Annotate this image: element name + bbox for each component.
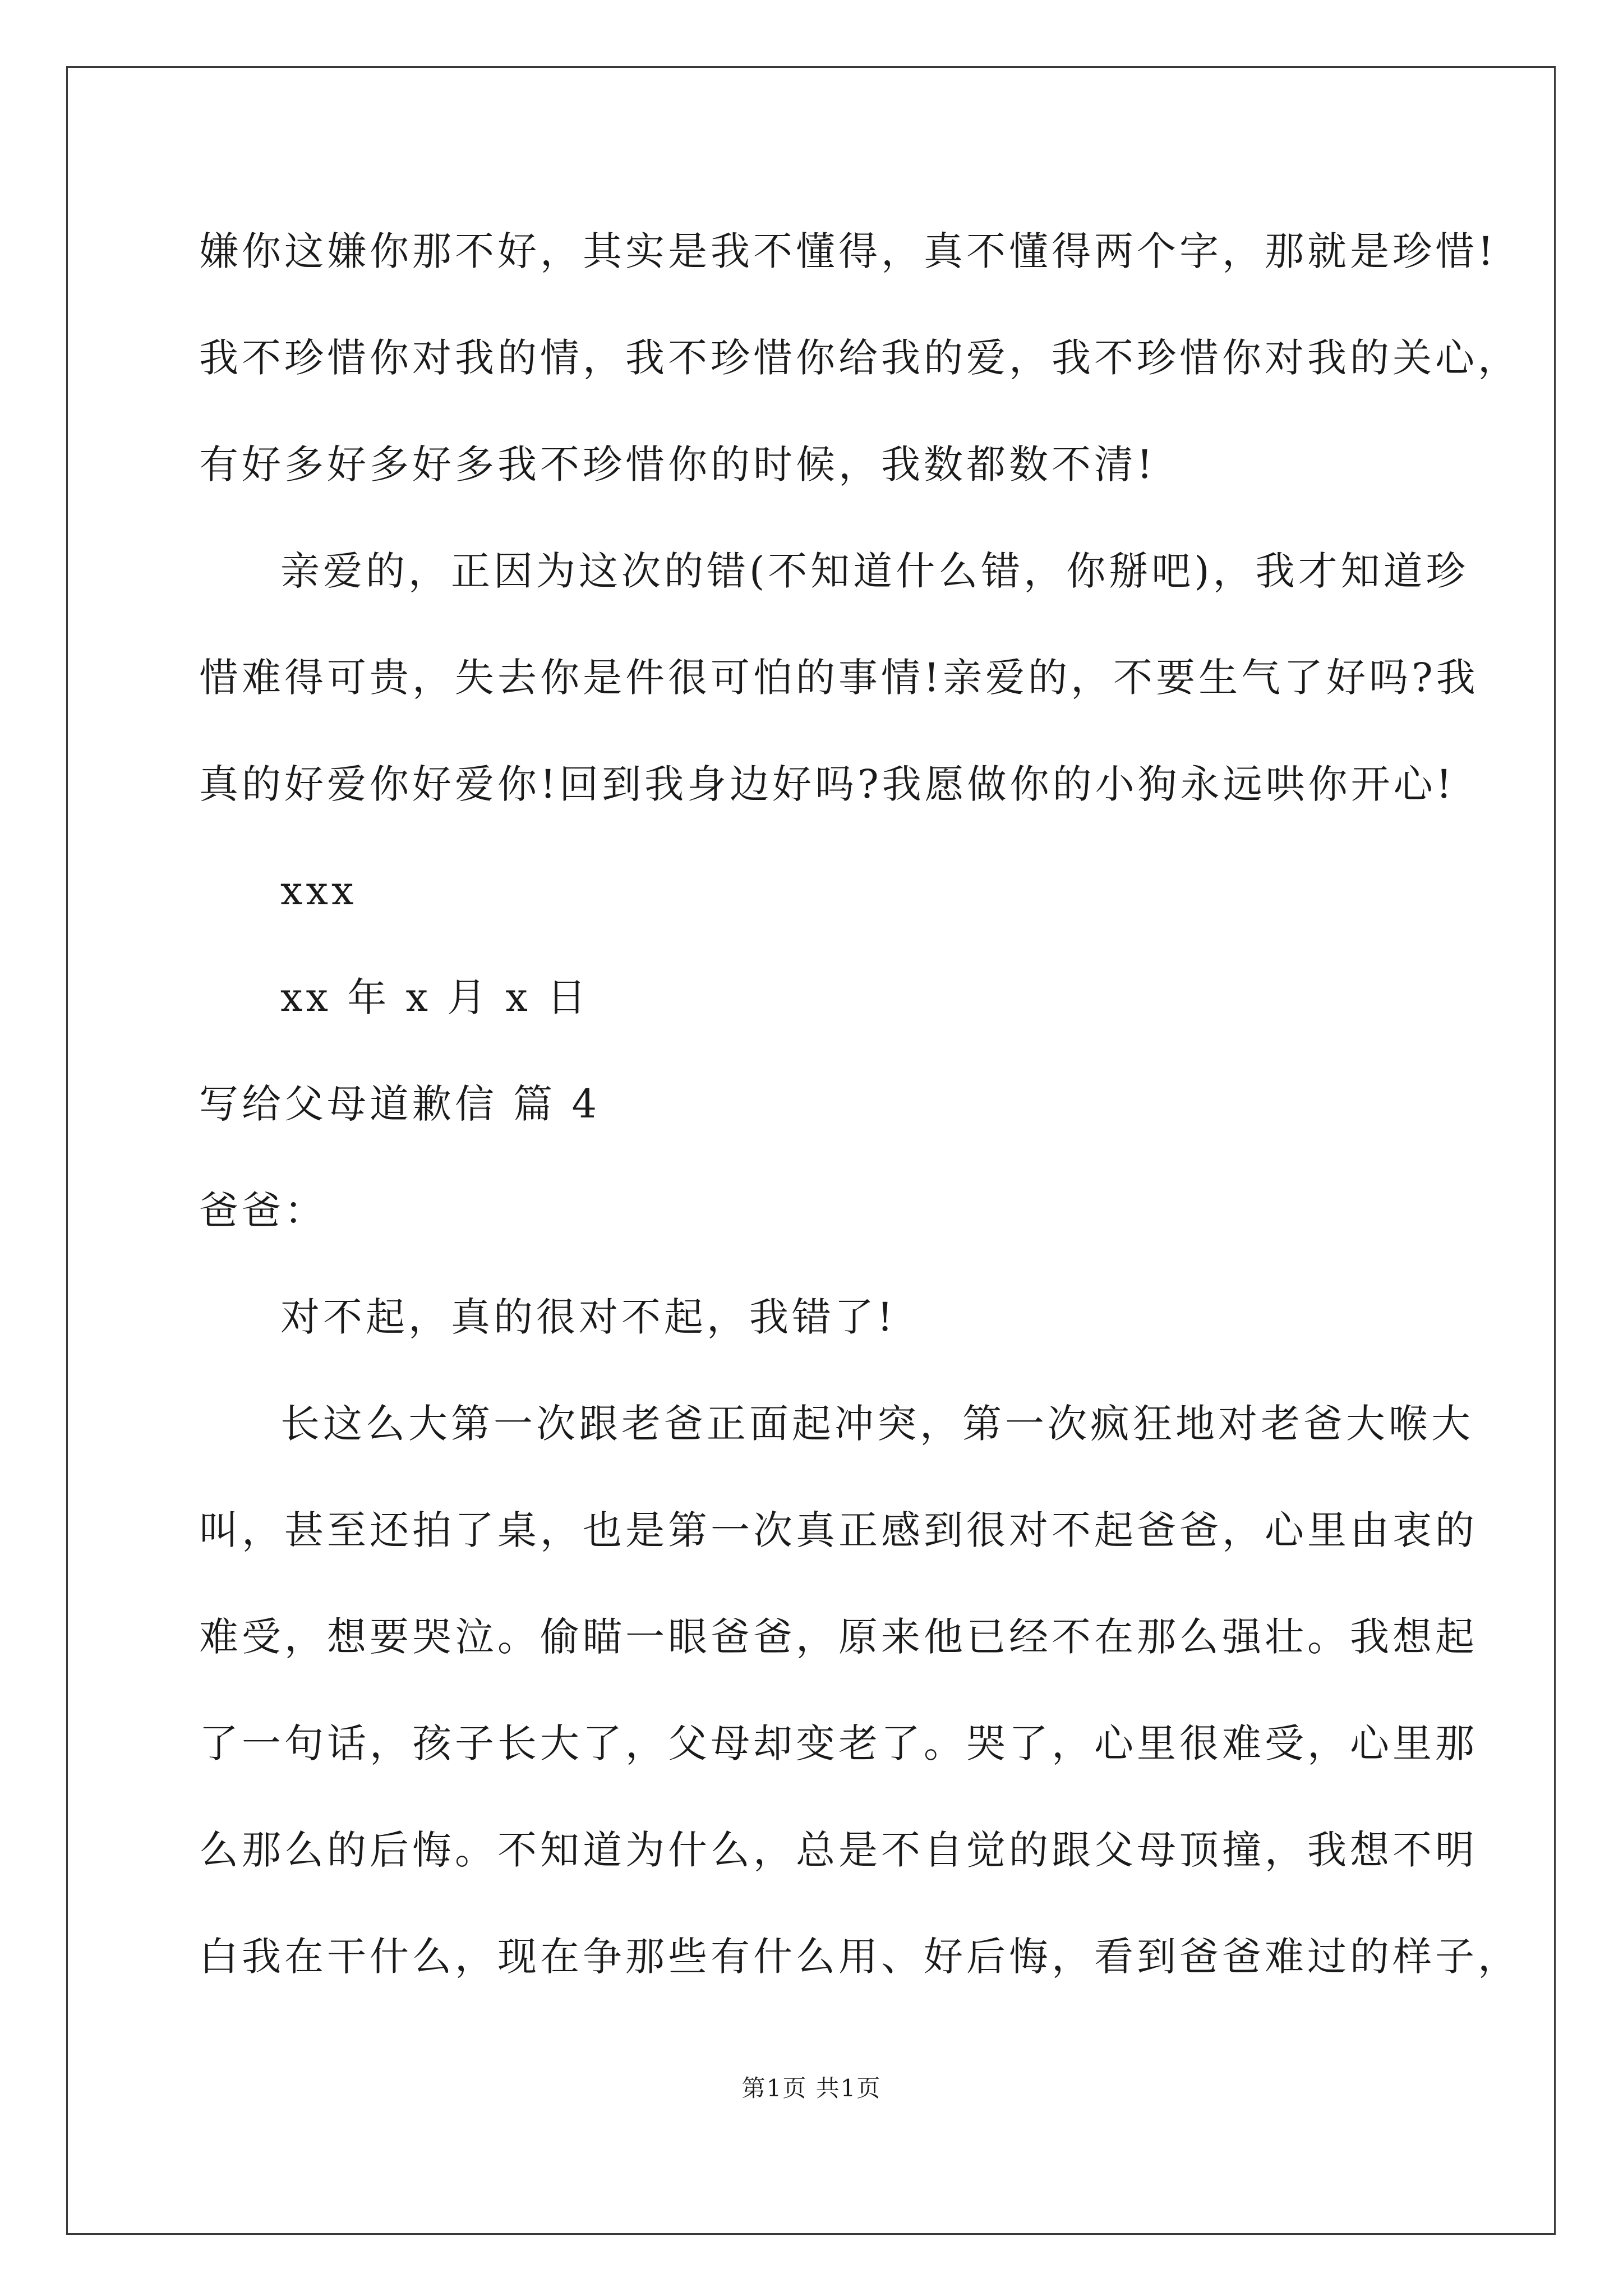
body-line: 有好多好多好多我不珍惜你的时候，我数都数不清! [199,441,1156,487]
body-line: 我不珍惜你对我的情，我不珍惜你给我的爱，我不珍惜你对我的关心， [199,335,1520,381]
body-line: 嫌你这嫌你那不好，其实是我不懂得，真不懂得两个字，那就是珍惜! [199,228,1497,274]
body-line: 亲爱的，正因为这次的错(不知道什么错，你掰吧)，我才知道珍 [280,548,1469,594]
body-line: 么那么的后悔。不知道为什么，总是不自觉的跟父母顶撞，我想不明 [199,1827,1478,1873]
body-line: 了一句话，孩子长大了，父母却变老了。哭了，心里很难受，心里那 [199,1720,1478,1766]
body-line: 长这么大第一次跟老爸正面起冲突，第一次疯狂地对老爸大喉大 [280,1401,1474,1447]
body-line: 真的好爱你好爱你!回到我身边好吗?我愿做你的小狗永远哄你开心! [199,761,1455,807]
body-line: 白我在干什么，现在争那些有什么用、好后悔，看到爸爸难过的样子， [199,1934,1520,1980]
signature: xxx [280,868,357,914]
body-line: 对不起，真的很对不起，我错了! [280,1294,897,1340]
page-border [66,66,1556,2235]
body-line: 难受，想要哭泣。偷瞄一眼爸爸，原来他已经不在那么强壮。我想起 [199,1614,1478,1660]
date-line: xx 年 x 月 x 日 [280,974,590,1020]
salutation: 爸爸： [199,1188,327,1234]
page-footer: 第1页 共1页 [741,2074,882,2102]
section-heading: 写给父母道歉信 篇 4 [199,1081,601,1127]
body-line: 惜难得可贵，失去你是件很可怕的事情!亲爱的，不要生气了好吗?我 [199,655,1479,701]
body-line: 叫，甚至还拍了桌，也是第一次真正感到很对不起爸爸，心里由衷的 [199,1507,1478,1553]
